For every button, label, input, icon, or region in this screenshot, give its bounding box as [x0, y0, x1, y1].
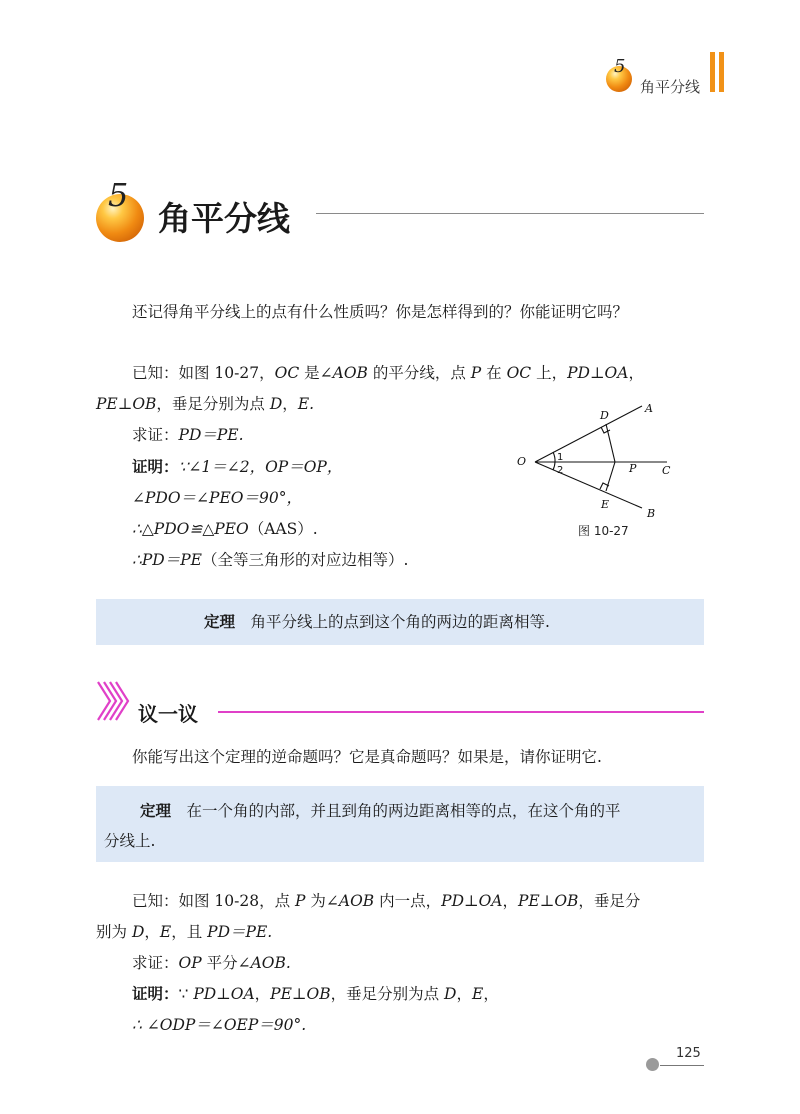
proof2-prove-line	[132, 948, 291, 978]
text: ，垂足分别为点	[156, 395, 270, 413]
proof-reason: （AAS）.	[248, 520, 318, 538]
text: 内一点，	[374, 892, 442, 910]
theorem1-content	[204, 607, 550, 637]
seg-op: OP	[178, 954, 202, 972]
proof1-given-line1	[132, 358, 644, 388]
seg-oc: OC	[506, 364, 532, 382]
theorem-text: 在一个角的内部，并且到角的两边距离相等的点，在这个角的平	[186, 802, 621, 820]
text: ，	[254, 985, 271, 1003]
right-angle-d	[601, 427, 610, 433]
angle-aob: AOB	[338, 892, 375, 910]
discuss-question: 你能写出这个定理的逆命题吗？它是真命题吗？如果是，请你证明它.	[132, 748, 602, 766]
angle-arc-2	[553, 462, 555, 470]
label-d: D	[600, 409, 609, 422]
perp-pe-ob: PE⊥OB	[518, 892, 579, 910]
point-e: E	[471, 985, 484, 1003]
perp-pd-oa: PD⊥OA	[193, 985, 255, 1003]
theorem1-box	[96, 599, 704, 645]
text: ，	[483, 985, 499, 1003]
seg-oc: OC	[274, 364, 300, 382]
perp-pd-oa: PD⊥OA	[567, 364, 629, 382]
theorem2-line2: 分线上.	[104, 832, 156, 850]
perp-pd-oa: PD⊥OA	[441, 892, 503, 910]
proof1-prove-line	[132, 420, 244, 450]
text: 是∠	[299, 364, 333, 382]
ray-oa	[535, 406, 642, 462]
angle-arc-1	[553, 452, 555, 462]
proof2-proof-line1	[132, 979, 499, 1009]
proof1-proof-line4	[132, 545, 408, 575]
header-title: 角平分线	[640, 78, 701, 96]
perp-pe-ob: PE⊥OB	[96, 395, 157, 413]
proof-step: ∴PD＝PE	[132, 551, 202, 569]
text: 在	[481, 364, 507, 382]
text: ，且	[171, 923, 208, 941]
proof-step: ∴△PDO≌△PEO	[132, 520, 249, 538]
header-section-number: 5	[614, 56, 626, 77]
perp-pe-ob: PE⊥OB	[270, 985, 331, 1003]
header-bar-right	[719, 52, 724, 92]
point-p: P	[470, 364, 482, 382]
prove-label: 求证：	[132, 426, 179, 444]
proof-label: 证明：	[132, 458, 179, 476]
text: 平分∠	[201, 954, 251, 972]
theorem-label: 定理	[204, 613, 236, 631]
text: ，	[628, 364, 644, 382]
proof2-proof-line2: ∴ ∠ODP＝∠OEP＝90°.	[132, 1016, 307, 1034]
label-p: P	[629, 462, 637, 475]
text: 为∠	[305, 892, 339, 910]
label-e: E	[601, 498, 610, 511]
text: ，	[502, 892, 518, 910]
text: ，	[282, 395, 298, 413]
figure-10-27	[505, 398, 690, 523]
label-c: C	[662, 464, 671, 477]
label-o: O	[517, 455, 527, 468]
prove-statement: PD＝PE.	[178, 426, 244, 444]
proof-step: ∵∠1＝∠2，OP＝OP，	[178, 458, 343, 476]
label-angle-1: 1	[557, 452, 564, 463]
theorem-text: 角平分线上的点到这个角的两边的距离相等.	[250, 613, 550, 631]
angle-aob: AOB.	[250, 954, 291, 972]
section-title-rule	[316, 213, 704, 214]
text: ∵	[178, 985, 194, 1003]
figure-caption: 图 10-27	[578, 524, 629, 538]
proof1-proof-line3	[132, 514, 318, 544]
header-bar-left	[710, 52, 715, 92]
point-d: D	[269, 395, 283, 413]
point-e: E.	[297, 395, 315, 413]
text: 已知：如图 10-28，点	[132, 892, 296, 910]
section-number: 5	[108, 176, 129, 214]
proof-reason: （全等三角形的对应边相等）.	[201, 551, 409, 569]
intro-paragraph: 还记得角平分线上的点有什么性质吗？你是怎样得到的？你能证明它吗？	[132, 303, 629, 321]
text: ，	[456, 985, 472, 1003]
given-label: 已知：如图 10-27，	[132, 364, 275, 382]
proof-label: 证明：	[132, 985, 179, 1003]
proof1-given-line2	[96, 389, 314, 419]
theorem-label: 定理	[140, 802, 172, 820]
page-number-rule	[660, 1065, 704, 1066]
text: 别为	[96, 923, 132, 941]
proof2-given-line1	[132, 886, 640, 916]
text: ，垂足分别为点	[330, 985, 445, 1003]
label-angle-2: 2	[557, 465, 564, 476]
page-number-dot-icon	[646, 1058, 659, 1071]
proof2-given-line2	[96, 917, 272, 947]
seg-pd	[606, 424, 615, 462]
point-e: E	[159, 923, 172, 941]
theorem2-line1	[140, 796, 621, 826]
angle-aob: AOB	[332, 364, 368, 382]
proof1-proof-line2: ∠PDO＝∠PEO＝90°，	[132, 489, 302, 507]
seg-pe	[606, 462, 615, 491]
text: ，	[144, 923, 160, 941]
text: 上，	[531, 364, 568, 382]
label-a: A	[645, 402, 653, 415]
point-d: D	[444, 985, 457, 1003]
point-p: P	[295, 892, 306, 910]
label-b: B	[647, 507, 656, 520]
chevrons-icon	[96, 680, 134, 722]
prove-label: 求证：	[132, 954, 179, 972]
proof1-proof-line1	[132, 452, 342, 482]
point-d: D	[131, 923, 145, 941]
discuss-rule	[218, 711, 704, 713]
discuss-title: 议一议	[138, 702, 198, 726]
text: 的平分线，点	[367, 364, 471, 382]
theorem2-box	[96, 786, 704, 862]
text: ，垂足分	[578, 892, 641, 910]
section-title: 角平分线	[158, 199, 290, 238]
ray-ob	[535, 462, 642, 508]
equal-pd-pe: PD＝PE.	[207, 923, 273, 941]
page-number: 125	[676, 1046, 701, 1061]
